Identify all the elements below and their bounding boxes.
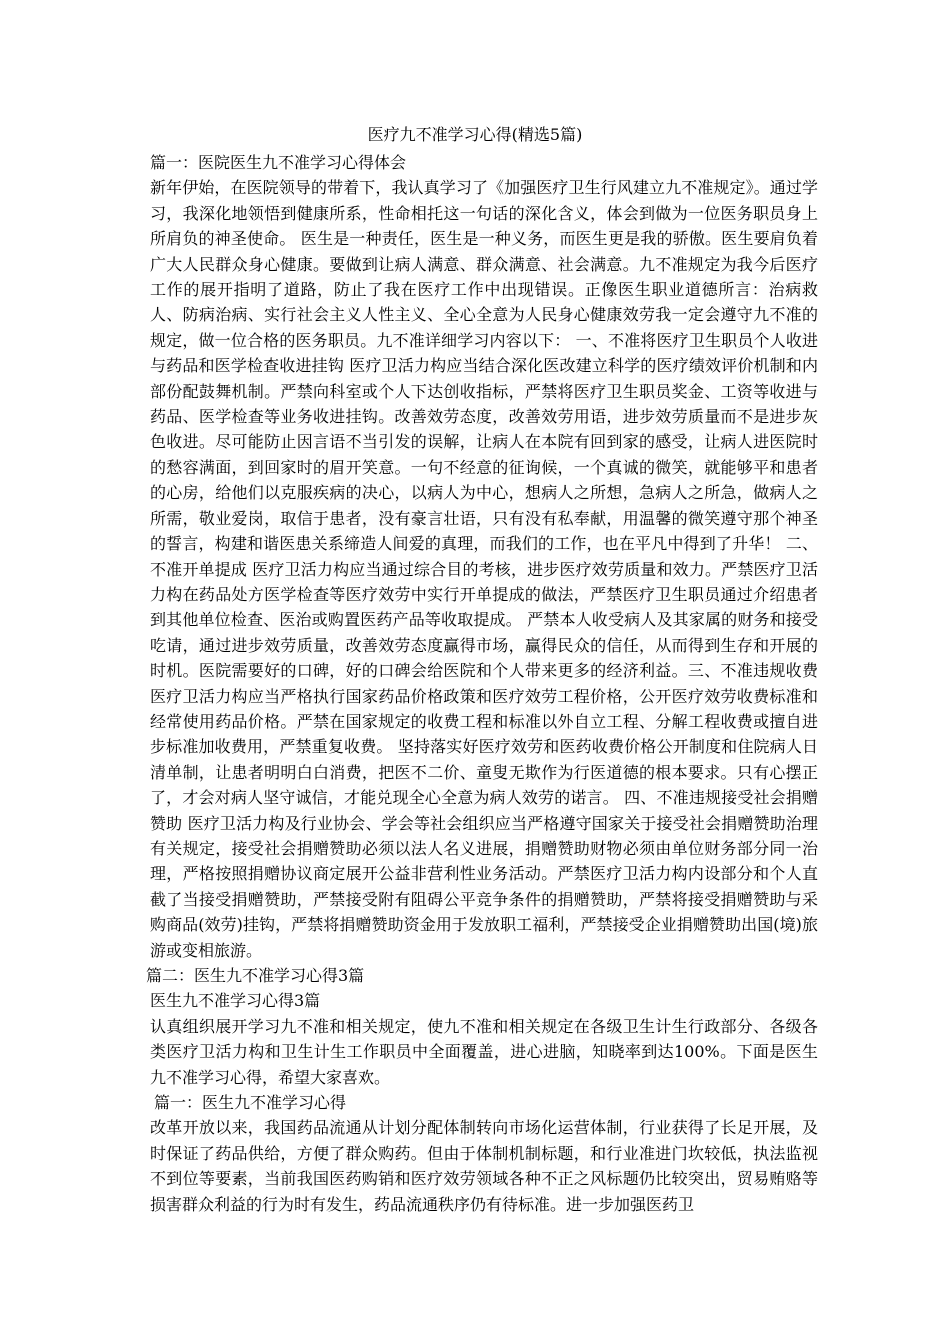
section-heading: 篇一：医院医生九不准学习心得体会 [150,153,407,172]
section-heading: 篇二：医生九不准学习心得3篇 [146,966,365,985]
body-paragraph: 改革开放以来，我国药品流通从计划分配体制转向市场化运营体制，行业获得了长足开展，及时保证了药品供给，方便了群众购药。但由于体制机制标题，和行业准进门坎较低，执法监视不到位等要素，当前我国医药购销和医疗效劳领域各种不正之风标题仍比较突出，贸易贿赂等损害群众利益的行为时有发生，药品流通秩序仍有待标准。进一步加强医药卫 [150,1118,818,1214]
body-paragraph: 新年伊始，在医院领导的带着下，我认真学习了《加强医疗卫生行风建立九不准规定》。通过学习，我深化地领悟到健康所系，性命相托这一句话的深化含义，体会到做为一位医务职员身上所肩负的神圣使命。 医生是一种责任，医生是一种义务，而医生更是我的骄傲。医生要肩负着广大人民群众身心健康。要做到让病人满意、群众满意、社会满意。九不准规定为我今后医疗工作的展开指明了道路，防止了我在医疗工作中出现错误。正像医生职业道德所言：治病救人、防病治病、实行社会主义人性主义、全心全意为人民身心健康效劳我一定会遵守九不准的规定，做一位合格的医务职员。九不准详细学习内容以下： 一、不准将医疗卫生职员个人收进与药品和医学检查收进挂钩 医疗卫活力构应当结合深化医改建立科学的医疗绩效评价机制和内部份配鼓舞机制。严禁向科室或个人下达创收指标，严禁将医疗卫生职员奖金、工资等收进与药品、医学检查等业务收进挂钩。改善效劳态度，改善效劳用语，进步效劳质量而不是进步灰色收进。尽可能防止因言语不当引发的误解，让病人在本院有回到家的感受，让病人进医院时的愁容满面，到回家时的眉开笑意。一句不经意的征询候，一个真诚的微笑，就能够平和患者的心房，给他们以克服疾病的决心，以病人为中心，想病人之所想，急病人之所急，做病人之所需，敬业爱岗，取信于患者，没有豪言壮语，只有没有私奉献，用温馨的微笑遵守那个神圣的誓言，构建和谐医患关系缔造人间爱的真理，而我们的工作，也在平凡中得到了升华！ 二、不准开单提成 医疗卫活力构应当通过综合目的考核，进步医疗效劳质量和效力。严禁医疗卫活力构在药品处方医学检查等医疗效劳中实行开单提成的做法，严禁医疗卫生职员通过介绍患者到其他单位检查、医治或购置医药产品等收取提成。 严禁本人收受病人及其家属的财务和接受吃请，通过进步效劳质量，改善效劳态度赢得市场，赢得民众的信任，从而得到生存和开展的时机。医院需要好的口碑，好的口碑会给医院和个人带来更多的经济利益。三、不准违规收费 医疗卫活力构应当严格执行国家药品价格政策和医疗效劳工程价格，公开医疗效劳收费标准和经常使用药品价格。严禁在国家规定的收费工程和标准以外自立工程、分解工程收费或擅自进步标准加收费用，严禁重复收费。 坚持落实好医疗效劳和医药收费价格公开制度和住院病人日清单制，让患者明明白白消费，把医不二价、童叟无欺作为行医道德的根本要求。只有心摆正了，才会对病人坚守诚信，才能兑现全心全意为病人效劳的诺言。 四、不准违规接受社会捐赠赞助 医疗卫活力构及行业协会、学会等社会组织应当严格遵守国家关于接受社会捐赠赞助治理有关规定，接受社会捐赠赞助必须以法人名义进展，捐赠赞助财物必须由单位财务部分同一治理，严格按照捐赠协议商定展开公益非营利性业务活动。严禁医疗卫活力构内设部分和个人直截了当接受捐赠赞助，严禁接受附有阻碍公平竞争条件的捐赠赞助，严禁将接受捐赠赞助与采购商品(效劳)挂钩，严禁将捐赠赞助资金用于发放职工福利，严禁接受企业捐赠赞助出国(境)旅游或变相旅游。 [150,178,818,960]
document-title: 医疗九不准学习心得(精选5篇) [367,125,583,144]
document-body [146,150,818,1217]
subsection-heading: 篇一：医生九不准学习心得 [154,1093,347,1113]
body-paragraph: 认真组织展开学习九不准和相关规定，使九不准和相关规定在各级卫生计生行政部分、各级各类医疗卫活力构和卫生计生工作职员中全面覆盖，进心进脑，知晓率到达100%。下面是医生九不准学习心得，希望大家喜欢。 [150,1016,818,1087]
subsection-heading: 医生九不准学习心得3篇 [150,991,321,1011]
